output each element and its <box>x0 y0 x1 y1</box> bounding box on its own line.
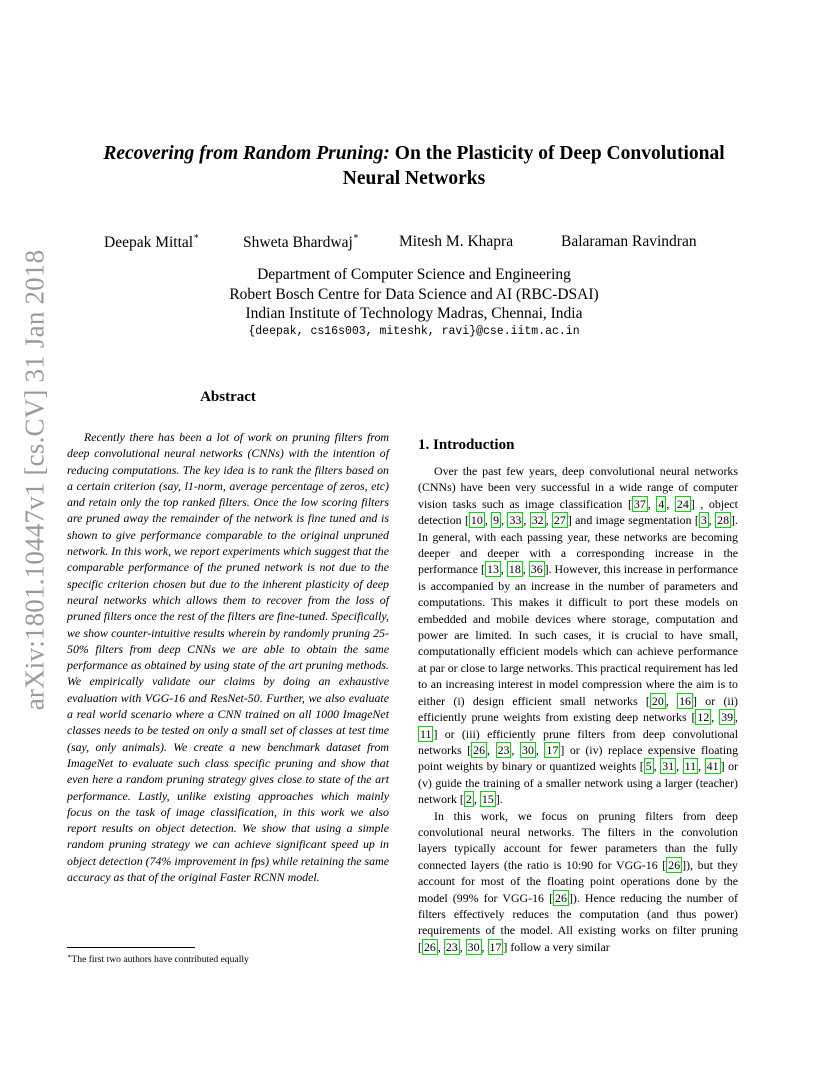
citation-link[interactable]: 36 <box>530 562 543 577</box>
footnote-mark: ∗ <box>67 953 72 960</box>
paragraph-text: , <box>501 513 508 528</box>
citation-link[interactable]: 4 <box>658 496 665 511</box>
citation-link[interactable]: 9 <box>493 513 500 528</box>
citation-link[interactable]: 17 <box>546 742 559 757</box>
paragraph-text: , <box>484 513 492 528</box>
paragraph-text: , <box>708 513 716 528</box>
citation-link[interactable]: 30 <box>522 742 534 757</box>
arxiv-identifier-stamp: arXiv:1801.10447v1 [cs.CV] 31 Jan 2018 <box>19 249 50 711</box>
paragraph-text: , <box>437 939 444 954</box>
paragraph-text: , <box>666 496 675 511</box>
author-list <box>0 233 828 253</box>
paragraph-text: ]. In general, with each passing year, these networks are becoming deeper and deeper with a corresponding increase in the performance [ <box>418 513 738 577</box>
intro-paragraph-2 <box>418 808 738 956</box>
paragraph-text: ]. However, this increase in performance is accompanied by an increase in the number of parameters and computations. This makes it difficult to port these models on embedded and mobile devices where storage, computation and power are limited. In such cases, it is crucial to have small, computationally efficient models which can achieve performance at par or close to large networks. This practical requirement has led to an increasing interest in model compression where the aim is to either (i) design efficient small networks [ <box>418 562 739 708</box>
citation-link[interactable]: 31 <box>662 759 675 774</box>
footnote <box>67 952 389 965</box>
paragraph-text: , <box>522 562 529 577</box>
citation-link[interactable]: 23 <box>445 939 458 954</box>
citation-link[interactable]: 10 <box>470 513 483 528</box>
paragraph-text: , <box>711 710 720 725</box>
citation-link[interactable]: 23 <box>497 742 510 757</box>
paragraph-text: In this work, we focus on pruning filters from deep convolutional neural networks. The filters in the convolution layers typically account for fewer parameters than the fully connected layers (the ratio is 10:90 for VGG-16 [ <box>418 808 738 872</box>
paragraph-text: , <box>676 759 683 774</box>
citation-link[interactable]: 11 <box>420 726 432 741</box>
paragraph-text: ] or (iii) efficiently prune filters from deep convolutional networks [ <box>418 726 738 757</box>
citation-link[interactable]: 13 <box>487 562 499 577</box>
author-emails: {deepak, cs16s003, miteshk, ravi}@cse.iitm.ac.in <box>248 325 580 338</box>
paragraph-text: , <box>653 759 661 774</box>
citation-link[interactable]: 41 <box>706 759 719 774</box>
citation-link[interactable]: 11 <box>684 759 697 774</box>
author-footnote-mark: ∗ <box>352 231 359 241</box>
author-name: Balaraman Ravindran <box>561 233 697 250</box>
intro-paragraph-1 <box>418 463 738 808</box>
paragraph-text: , <box>459 939 466 954</box>
paragraph-text: , <box>535 742 545 757</box>
paragraph-text: , <box>481 939 488 954</box>
affiliation-department: Department of Computer Science and Engineering <box>257 266 571 283</box>
affiliation-block <box>0 265 828 324</box>
affiliation-institute: Indian Institute of Technology Madras, Chennai, India <box>245 305 583 322</box>
citation-link[interactable]: 5 <box>645 759 652 774</box>
paragraph-text: , <box>487 742 496 757</box>
citation-link[interactable]: 12 <box>697 710 710 725</box>
citation-link[interactable]: 26 <box>423 939 436 954</box>
citation-link[interactable]: 17 <box>489 939 502 954</box>
paragraph-text: ]. <box>495 792 503 807</box>
author-name: Mitesh M. Khapra <box>399 233 514 250</box>
author-name: Deepak Mittal <box>104 234 194 252</box>
paragraph-text: , <box>665 693 678 708</box>
paper-title-rest: On the Plasticity of Deep Convolutional Neural Networks <box>342 143 725 189</box>
author-1 <box>104 233 199 252</box>
citation-link[interactable]: 33 <box>509 513 522 528</box>
citation-link[interactable]: 37 <box>633 496 646 511</box>
paragraph-text: ]), but they account for most of the floating point operations done by the model (99% for VGG-16 [ <box>418 857 738 905</box>
introduction-body <box>418 463 738 955</box>
citation-link[interactable]: 28 <box>717 513 730 528</box>
affiliation-centre: Robert Bosch Centre for Data Science and AI (RBC-DSAI) <box>229 285 599 303</box>
footnote-text: The first two authors have contributed equally <box>71 954 249 966</box>
citation-link[interactable]: 16 <box>679 693 691 708</box>
paragraph-text: , <box>473 792 480 807</box>
paragraph-text: , <box>735 710 738 725</box>
citation-link[interactable]: 30 <box>467 939 480 954</box>
citation-link[interactable]: 39 <box>721 710 734 725</box>
author-name: Shweta Bhardwaj <box>243 234 353 252</box>
abstract-text: Recently there has been a lot of work on pruning filters from deep convolutional neural networks (CNNs) with the intention of reducing computations. The key idea is to rank the filters based on a certain criterion (say, l1-norm, average percentage of zeros, etc) and retain only the top ranked filters. Once the low scoring filters are pruned away the remainder of the network is fine tuned and is shown to give performance comparable to the original unpruned network. In this work, we report experiments which suggest that the comparable performance of the pruned network is not due to the specific criterion chosen but due to the inherent plasticity of deep neural networks which allows them to recover from the loss of pruned filters once the rest of the filters are fine-tuned. Specifically, we show counter-intuitive results wherein by randomly pruning 25-50% filters from deep CNNs we are able to obtain the same performance as obtained by using state of the art pruning methods. We empirically validate our claims by doing an exhaustive evaluation with VGG-16 and ResNet-50. Further, we also evaluate a real world scenario where a CNN trained on all 1000 ImageNet classes needs to be tested on only a small set of classes at test time (say, only animals). We create a new benchmark dataset from ImageNet to evaluate such class specific pruning and show that even here a random pruning strategy gives close to state of the art performance. Lastly, unlike existing approaches which mainly focus on the task of image classification, in this work we also report results on object detection. We show that using a simple random pruning strategy we can achieve significant speed up in object detection (74% improvement in fps) while retaining the same accuracy as that of the original Faster RCNN model. <box>67 430 389 885</box>
citation-link[interactable]: 3 <box>700 513 707 528</box>
citation-link[interactable]: 20 <box>651 693 664 708</box>
citation-link[interactable]: 26 <box>555 890 567 905</box>
author-3 <box>399 233 513 251</box>
author-2 <box>243 233 359 252</box>
author-footnote-mark: ∗ <box>193 231 200 241</box>
citation-link[interactable]: 27 <box>553 513 566 528</box>
paper-title-italic: Recovering from Random Pruning: <box>103 143 390 164</box>
paragraph-text: ]). Hence reducing the number of filters effectively reduces the computation (and thus power) requirements of the model. All existing works on filter pruning [ <box>418 890 738 954</box>
abstract-heading: Abstract <box>200 389 256 405</box>
citation-link[interactable]: 15 <box>481 792 494 807</box>
paragraph-text: ] follow a very similar <box>503 939 610 954</box>
paragraph-text: Over the past few years, deep convolutional neural networks (CNNs) have been very successful in a wide range of computer vision tasks such as image classification [ <box>418 464 738 511</box>
paragraph-text: , <box>647 496 657 511</box>
paragraph-text: ] and image segmentation [ <box>567 513 699 528</box>
paragraph-text: ] , object detection [ <box>418 496 738 528</box>
paragraph-text: , <box>511 742 520 757</box>
paragraph-text: , <box>698 759 705 774</box>
paragraph-text: ] or (ii) efficiently prune weights from existing deep networks [ <box>418 693 738 725</box>
citation-link[interactable]: 2 <box>465 792 472 807</box>
section-heading-introduction: 1. Introduction <box>418 437 515 453</box>
footnote-divider <box>67 947 195 948</box>
citation-link[interactable]: 18 <box>508 562 521 577</box>
paragraph-text: ] or (iv) replace expensive floating point weights by binary or quantized weights [ <box>418 742 739 774</box>
author-4 <box>561 233 697 251</box>
paper-title <box>80 141 748 191</box>
paragraph-text: ] or (v) guide the training of a smaller network using a larger (teacher) network [ <box>418 759 738 807</box>
citation-link[interactable]: 26 <box>473 742 486 757</box>
paragraph-text: , <box>523 513 530 528</box>
citation-link[interactable]: 24 <box>676 496 689 511</box>
citation-link[interactable]: 32 <box>531 513 544 528</box>
citation-link[interactable]: 26 <box>668 857 681 872</box>
paragraph-text: , <box>545 513 552 528</box>
paragraph-text: , <box>500 562 507 577</box>
